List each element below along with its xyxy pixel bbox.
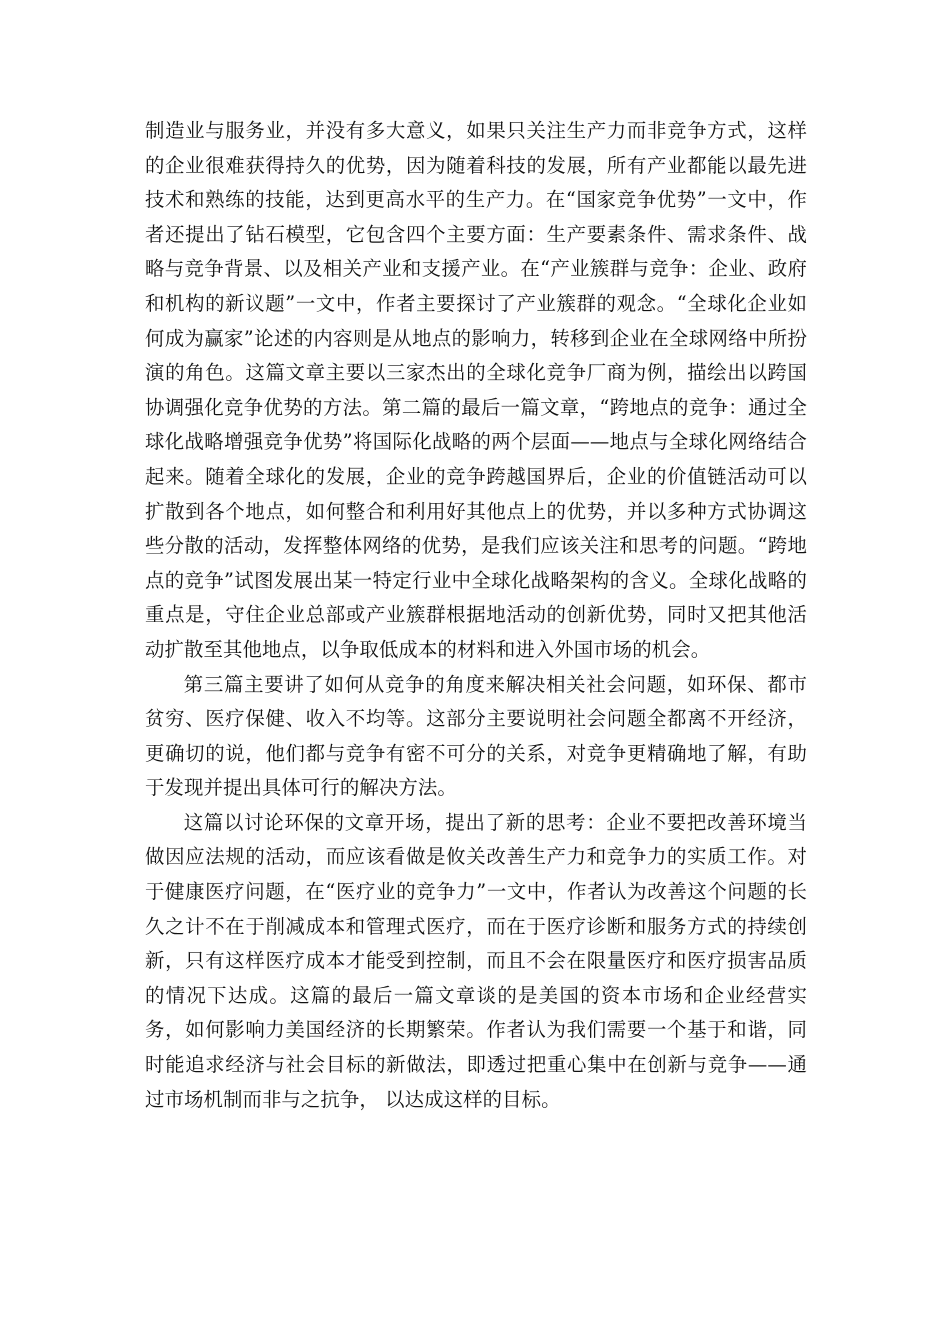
paragraph-part-three: 第三篇主要讲了如何从竞争的角度来解决相关社会问题，如环保、都市贫穷、医疗保健、收入不均等。这部分主要说明社会问题全都离不开经济，更确切的说，他们都与竞争有密不可分的关系，对竞争更精确地了解，有助于发现并提出具体可行的解决方法。	[145, 672, 807, 800]
paragraph-environment: 这篇以讨论环保的文章开场，提出了新的思考：企业不要把改善环境当做因应法规的活动，而应该看做是攸关改善生产力和竞争力的实质工作。对于健康医疗问题，在“医疗业的竞争力”一文中，作者认为改善这个问题的长久之计不在于削减成本和管理式医疗，而在于医疗诊断和服务方式的持续创新，只有这样医疗成本才能受到控制，而且不会在限量医疗和医疗损害品质的情况下达成。这篇的最后一篇文章谈的是美国的资本市场和企业经营实务，如何影响力美国经济的长期繁荣。作者认为我们需要一个基于和谐，同时能追求经济与社会目标的新做法，即透过把重心集中在创新与竞争——通过市场机制而非与之抗争， 以达成这样的目标。	[145, 810, 807, 1111]
paragraph-continued: 制造业与服务业，并没有多大意义，如果只关注生产力而非竞争方式，这样的企业很难获得持久的优势，因为随着科技的发展，所有产业都能以最先进技术和熟练的技能，达到更高水平的生产力。在“国家竞争优势”一文中，作者还提出了钻石模型，它包含四个主要方面：生产要素条件、需求条件、战略与竞争背景、以及相关产业和支援产业。在“产业簇群与竞争：企业、政府和机构的新议题”一文中，作者主要探讨了产业簇群的观念。“全球化企业如何成为赢家”论述的内容则是从地点的影响力，转移到企业在全球网络中所扮演的角色。这篇文章主要以三家杰出的全球化竞争厂商为例，描绘出以跨国协调强化竞争优势的方法。第二篇的最后一篇文章，“跨地点的竞争：通过全球化战略增强竞争优势”将国际化战略的两个层面——地点与全球化网络结合起来。随着全球化的发展，企业的竞争跨越国界后，企业的价值链活动可以扩散到各个地点，如何整合和利用好其他点上的优势，并以多种方式协调这些分散的活动，发挥整体网络的优势，是我们应该关注和思考的问题。“跨地点的竞争”试图发展出某一特定行业中全球化战略架构的含义。全球化战略的重点是，守住企业总部或产业簇群根据地活动的创新优势，同时又把其他活动扩散至其他地点，以争取低成本的材料和进入外国市场的机会。	[145, 119, 807, 661]
body-text	[145, 114, 807, 1117]
